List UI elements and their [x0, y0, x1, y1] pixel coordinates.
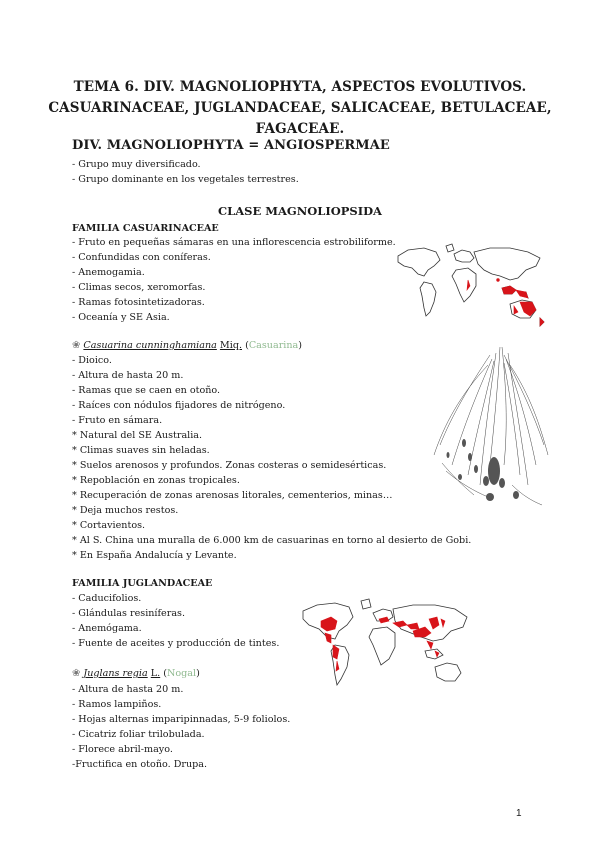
flower-icon: ❀ [72, 668, 81, 679]
species-item: - Fruto en sámara. [72, 415, 163, 426]
species-item: * Deja muchos restos. [72, 505, 179, 516]
division-item: - Grupo muy diversificado. [72, 159, 201, 170]
title-line-1: TEMA 6. DIV. MAGNOLIOPHYTA, ASPECTOS EVOLUTIVOS. [73, 79, 527, 95]
family-item: - Climas secos, xeromorfas. [72, 282, 206, 293]
title-line-2: CASUARINACEAE, JUGLANDACEAE, SALICACEAE, BETULACEAE, [48, 100, 552, 116]
family-item: - Fruto en pequeñas sámaras en una inflorescencia estrobiliforme. [72, 237, 396, 248]
species-item: - Altura de hasta 20 m. [72, 684, 184, 695]
species-item: - Ramas que se caen en otoño. [72, 385, 221, 396]
family-item: - Caducifolios. [72, 593, 142, 604]
species-common-name: Nogal [166, 668, 197, 679]
species-item: * Cortavientos. [72, 520, 146, 531]
family-item: - Fuente de aceites y producción de tintes. [72, 638, 280, 649]
species-author: L. [150, 668, 161, 679]
species-item: * Al S. China una muralla de 6.000 km de casuarinas en torno al desierto de Gobi. [72, 535, 472, 546]
species-item: - Florece abril-mayo. [72, 744, 173, 755]
species-scientific-name: Juglans regia [83, 668, 148, 679]
species-scientific-name: Casuarina cunninghamiana [83, 340, 217, 351]
species-item: * Suelos arenosos y profundos. Zonas costeras o semidesérticas. [72, 460, 387, 471]
species-common-name: Casuarina [248, 340, 299, 351]
family-item: - Confundidas con coníferas. [72, 252, 211, 263]
species-item: - Raíces con nódulos fijadores de nitrógeno. [72, 400, 286, 411]
species-heading-juglans: ❀ Juglans regia L. (Nogal) [72, 668, 200, 679]
species-item: * Climas suaves sin heladas. [72, 445, 210, 456]
species-item: - Dioico. [72, 355, 112, 366]
division-heading: DIV. MAGNOLIOPHYTA = ANGIOSPERMAE [72, 138, 390, 153]
family-item: - Anemogamia. [72, 267, 145, 278]
species-item: -Fructifica en otoño. Drupa. [72, 759, 208, 770]
page-number: 1 [516, 808, 522, 819]
species-author: Miq. [219, 340, 243, 351]
juglandaceae-distribution-map [295, 597, 475, 697]
species-item: * Repoblación en zonas tropicales. [72, 475, 240, 486]
class-heading: CLASE MAGNOLIOPSIDA [218, 204, 382, 218]
species-heading-casuarina: ❀ Casuarina cunninghamiana Miq. (Casuarina) [72, 340, 302, 351]
species-item: * En España Andalucía y Levante. [72, 550, 237, 561]
casuarinaceae-distribution-map [390, 240, 548, 332]
species-item: - Altura de hasta 20 m. [72, 370, 184, 381]
title-line-3: FAGACEAE. [255, 121, 345, 137]
family-item: - Anemógama. [72, 623, 142, 634]
species-item: - Ramos lampiños. [72, 699, 162, 710]
species-item: * Recuperación de zonas arenosas litorales, cementerios, minas… [72, 490, 393, 501]
flower-icon: ❀ [72, 340, 81, 351]
family-item: - Glándulas resiníferas. [72, 608, 186, 619]
species-item: - Cicatriz foliar trilobulada. [72, 729, 205, 740]
species-item: * Natural del SE Australia. [72, 430, 203, 441]
family-item: - Oceanía y SE Asia. [72, 312, 170, 323]
division-item: - Grupo dominante en los vegetales terrestres. [72, 174, 299, 185]
casuarina-illustration [430, 345, 550, 510]
species-item: - Hojas alternas imparipinnadas, 5-9 foliolos. [72, 714, 291, 725]
family-heading-juglandaceae: FAMILIA JUGLANDACEAE [72, 578, 213, 589]
family-heading-casuarinaceae: FAMILIA CASUARINACEAE [72, 223, 219, 234]
family-item: - Ramas fotosintetizadoras. [72, 297, 205, 308]
